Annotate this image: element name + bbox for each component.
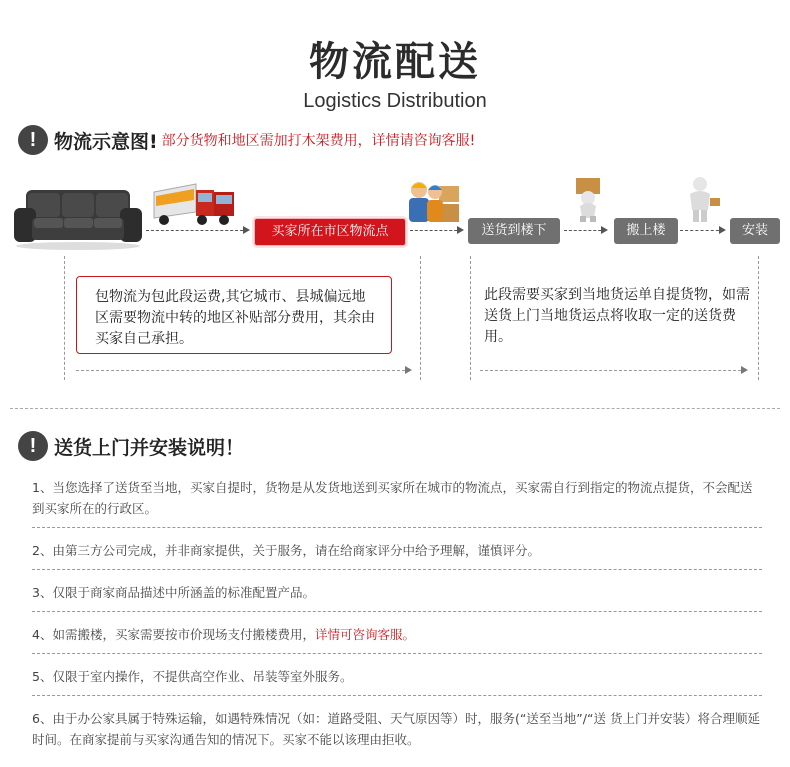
stage-install: 安装 (730, 218, 780, 244)
stage-carry-upstairs: 搬上楼 (614, 218, 678, 244)
section1-heading: 物流示意图! (54, 130, 158, 153)
span-arrow-right (480, 370, 746, 371)
bracket-line (420, 256, 421, 380)
workers-icon (405, 178, 461, 230)
freight-note-box: 包物流为包此段运费,其它城市、县城偏远地区需要物流中转的地区补贴部分费用，其余由买家自己承担。 (76, 276, 392, 354)
list-item: 2、由第三方公司完成，并非商家提供，关于服务，请在给商家评分中给予理解，谨慎评分。 (32, 537, 762, 570)
stage-deliver-downstairs: 送货到楼下 (468, 218, 560, 244)
flow-arrow-3 (564, 230, 606, 231)
service-terms-list (32, 474, 762, 767)
item4-text: 4、如需搬楼，买家需要按市价现场支付搬楼费用， (32, 627, 315, 642)
section2-heading: 送货上门并安装说明！ (54, 436, 245, 459)
span-arrow-left (76, 370, 410, 371)
exclamation-icon: ! (18, 125, 48, 155)
contact-service-link[interactable]: 详情可咨询客服。 (314, 627, 415, 642)
bracket-line (64, 256, 65, 380)
section-divider (10, 408, 780, 409)
page-subtitle: Logistics Distribution (303, 90, 487, 112)
truck-icon (152, 182, 236, 228)
flow-arrow-2 (410, 230, 462, 231)
pickup-note: 此段需要买家到当地货运单自提货物，如需送货上门当地货运点将收取一定的送货费用。 (484, 287, 750, 345)
section1-header (18, 124, 475, 156)
list-item (32, 621, 762, 654)
page-title: 物流配送 (309, 39, 481, 85)
stage-local-logistics-point: 买家所在市区物流点 (254, 218, 406, 246)
installer-icon (682, 176, 722, 224)
carrying-worker-icon (568, 176, 608, 222)
exclamation-icon: ! (18, 431, 48, 461)
list-item: 5、仅限于室内操作，不提供高空作业、吊装等室外服务。 (32, 663, 762, 696)
list-item: 3、仅限于商家商品描述中所涵盖的标准配置产品。 (32, 579, 762, 612)
list-item: 1、当您选择了送货至当地，买家自提时，货物是从发货地送到买家所在城市的物流点，买家需自行到指定的物流点提货，不会配送到买家所在的行政区。 (32, 474, 762, 528)
section2-header (18, 430, 244, 462)
sofa-icon (12, 188, 144, 250)
section1-note: 部分货物和地区需加打木架费用，详情请咨询客服! (161, 133, 476, 149)
list-item: 6、由于办公家具属于特殊运输，如遇特殊情况（如：道路受阻、天气原因等）时，服务(“送至当地”/“送 货上门并安装）将合理顺延时间。在商家提前与买家沟通告知的情况下。买家不能以该理由拒收。 (32, 711, 760, 747)
bracket-line (470, 256, 471, 380)
bracket-line (758, 256, 759, 380)
flow-arrow-1 (146, 230, 248, 231)
flow-arrow-4 (680, 230, 724, 231)
